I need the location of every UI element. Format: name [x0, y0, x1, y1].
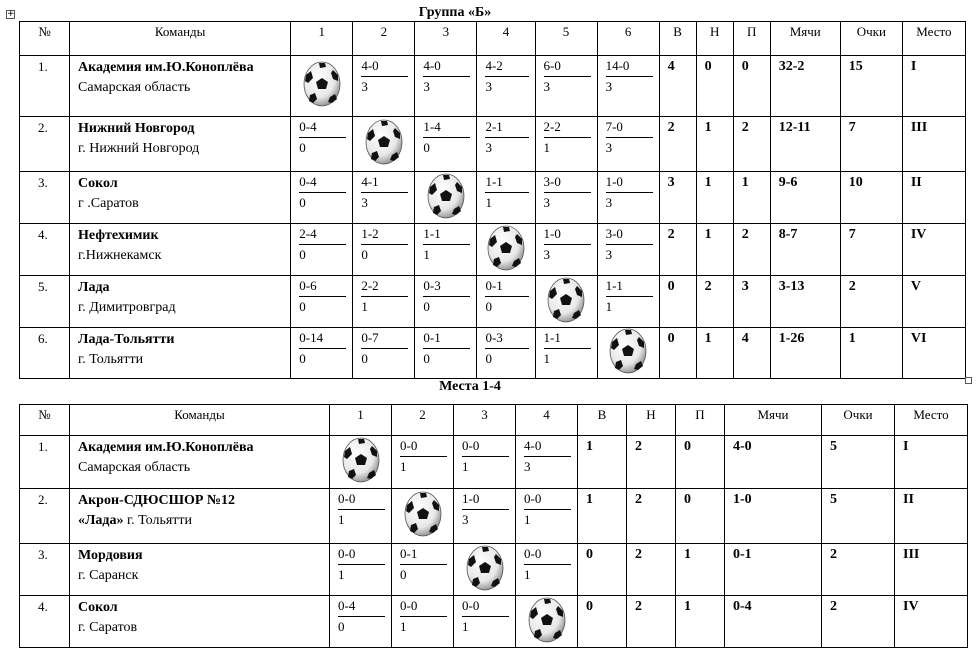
- match-result-cell: [415, 276, 477, 328]
- points-cell: 15: [840, 56, 902, 117]
- match-result-cell: [415, 56, 477, 117]
- points-cell: 1: [840, 328, 902, 379]
- match-points: 3: [423, 79, 430, 94]
- goals-cell: 4-0: [725, 436, 822, 489]
- column-header: П: [676, 405, 725, 436]
- draws-cell: 1: [696, 224, 733, 276]
- match-score: 2-1: [485, 119, 528, 138]
- draws-cell: 2: [627, 489, 676, 544]
- column-header: 4: [477, 22, 535, 56]
- points-cell: 5: [822, 489, 895, 544]
- match-result-cell: [353, 328, 415, 379]
- match-points: 0: [361, 247, 368, 262]
- match-score: 0-4: [299, 174, 346, 193]
- wins-cell: 0: [659, 328, 696, 379]
- match-score: 6-0: [544, 58, 591, 77]
- losses-cell: 2: [733, 117, 770, 172]
- place-cell: IV: [902, 224, 965, 276]
- match-score: 0-1: [423, 330, 470, 349]
- table-row: [20, 56, 966, 117]
- team-name: Сокол: [78, 600, 118, 615]
- team-cell: [70, 596, 330, 648]
- match-score: 1-1: [606, 278, 653, 297]
- match-score: 1-1: [485, 174, 528, 193]
- match-result-cell: [454, 596, 516, 648]
- place-cell: II: [902, 172, 965, 224]
- team-name: Лада: [78, 280, 110, 295]
- match-score: 0-4: [299, 119, 346, 138]
- place-cell: III: [895, 544, 968, 596]
- match-result-cell: [477, 276, 535, 328]
- match-result-cell: [330, 489, 392, 544]
- match-points: 0: [485, 299, 492, 314]
- match-score: 4-0: [361, 58, 408, 77]
- match-points: 1: [605, 299, 613, 314]
- wins-cell: 0: [578, 596, 627, 648]
- column-header: В: [578, 405, 627, 436]
- team-city: г. Саратов: [78, 620, 138, 635]
- match-points: 0: [400, 567, 407, 582]
- place-cell: II: [895, 489, 968, 544]
- table-row: [20, 328, 966, 379]
- match-score: 0-0: [400, 598, 447, 617]
- match-points: 1: [462, 459, 469, 474]
- match-score: 14-0: [606, 58, 653, 77]
- match-result-cell: [535, 56, 597, 117]
- goals-cell: 1-0: [725, 489, 822, 544]
- column-header: 2: [392, 405, 454, 436]
- wins-cell: 3: [659, 172, 696, 224]
- match-result-cell: [291, 172, 353, 224]
- match-score: 3-0: [606, 226, 653, 245]
- draws-cell: 2: [627, 544, 676, 596]
- match-points: 1: [400, 619, 407, 634]
- self-match-cell: [477, 224, 535, 276]
- match-result-cell: [353, 276, 415, 328]
- column-header: П: [733, 22, 770, 56]
- match-points: 0: [299, 351, 306, 366]
- self-match-cell: [415, 172, 477, 224]
- match-points: 1: [462, 619, 469, 634]
- soccer-ball-icon: [426, 207, 466, 222]
- match-result-cell: [477, 117, 535, 172]
- match-result-cell: [597, 224, 659, 276]
- match-score: 3-0: [544, 174, 591, 193]
- column-header: Мячи: [725, 405, 822, 436]
- match-result-cell: [597, 56, 659, 117]
- match-score: 0-3: [485, 330, 528, 349]
- losses-cell: 0: [733, 56, 770, 117]
- wins-cell: 0: [659, 276, 696, 328]
- wins-cell: 1: [578, 489, 627, 544]
- team-name: Нижний Новгород: [78, 121, 195, 136]
- team-city: г. Тольятти: [78, 352, 144, 367]
- draws-cell: 2: [627, 436, 676, 489]
- points-cell: 10: [840, 172, 902, 224]
- match-result-cell: [353, 56, 415, 117]
- column-header: 2: [353, 22, 415, 56]
- table-row: [20, 436, 968, 489]
- self-match-cell: [535, 276, 597, 328]
- points-cell: 5: [822, 436, 895, 489]
- match-result-cell: [392, 596, 454, 648]
- match-score: 0-0: [462, 598, 509, 617]
- row-number: 5.: [20, 276, 70, 328]
- match-score: 4-1: [361, 174, 408, 193]
- goals-cell: 0-1: [725, 544, 822, 596]
- team-city: г. Димитровград: [78, 300, 176, 315]
- column-header: 3: [415, 22, 477, 56]
- match-points: 0: [338, 619, 345, 634]
- losses-cell: 0: [676, 436, 725, 489]
- team-cell: [70, 489, 330, 544]
- draws-cell: 2: [627, 596, 676, 648]
- match-score: 2-4: [299, 226, 346, 245]
- match-result-cell: [353, 224, 415, 276]
- group-b-title: Группа «Б»: [418, 5, 492, 20]
- wins-cell: 1: [578, 436, 627, 489]
- place-cell: VI: [902, 328, 965, 379]
- team-city: г. Тольятти: [127, 513, 193, 528]
- goals-cell: 9-6: [770, 172, 840, 224]
- match-result-cell: [477, 172, 535, 224]
- team-cell: [70, 436, 330, 489]
- table-row: [20, 489, 968, 544]
- match-result-cell: [597, 276, 659, 328]
- row-number: 6.: [20, 328, 70, 379]
- goals-cell: 3-13: [770, 276, 840, 328]
- match-points: 1: [524, 512, 531, 527]
- losses-cell: 2: [733, 224, 770, 276]
- column-header: №: [20, 22, 70, 56]
- match-result-cell: [291, 224, 353, 276]
- match-result-cell: [291, 276, 353, 328]
- match-score: 0-0: [338, 546, 385, 565]
- column-header: В: [659, 22, 696, 56]
- team-name: Сокол: [78, 176, 118, 191]
- match-score: 0-6: [299, 278, 346, 297]
- match-points: 1: [423, 247, 430, 262]
- match-result-cell: [415, 224, 477, 276]
- column-header: Мячи: [770, 22, 840, 56]
- match-score: 0-7: [361, 330, 408, 349]
- match-result-cell: [477, 56, 535, 117]
- column-header: 1: [330, 405, 392, 436]
- wins-cell: 2: [659, 117, 696, 172]
- table-row: [20, 172, 966, 224]
- goals-cell: 8-7: [770, 224, 840, 276]
- match-points: 3: [361, 195, 368, 210]
- team-name: Академия им.Ю.Коноплёва: [78, 60, 254, 75]
- match-points: 3: [485, 140, 492, 155]
- soccer-ball-icon: [527, 631, 567, 646]
- match-result-cell: [535, 224, 597, 276]
- match-score: 1-0: [544, 226, 591, 245]
- places-1-4-table: [19, 404, 968, 648]
- match-score: 1-0: [606, 174, 653, 193]
- team-name: Академия им.Ю.Коноплёва: [78, 440, 254, 455]
- column-header: №: [20, 405, 70, 436]
- team-cell: [70, 328, 291, 379]
- match-score: 0-1: [485, 278, 528, 297]
- losses-cell: 3: [733, 276, 770, 328]
- self-match-cell: [353, 117, 415, 172]
- match-score: 4-2: [485, 58, 528, 77]
- goals-cell: 0-4: [725, 596, 822, 648]
- row-number: 4.: [20, 596, 70, 648]
- losses-cell: 1: [676, 596, 725, 648]
- match-score: 0-0: [524, 546, 571, 565]
- soccer-ball-icon: [608, 362, 648, 377]
- match-result-cell: [392, 544, 454, 596]
- goals-cell: 32-2: [770, 56, 840, 117]
- match-result-cell: [535, 117, 597, 172]
- column-header: Очки: [822, 405, 895, 436]
- match-score: 0-0: [462, 438, 509, 457]
- match-result-cell: [415, 328, 477, 379]
- team-cell: [70, 117, 291, 172]
- match-points: 3: [462, 512, 469, 527]
- column-header: Место: [895, 405, 968, 436]
- match-result-cell: [535, 328, 597, 379]
- match-score: 4-0: [524, 438, 571, 457]
- team-city: Самарская область: [78, 80, 191, 95]
- column-header: 6: [597, 22, 659, 56]
- match-points: 1: [524, 567, 531, 582]
- team-cell: [70, 544, 330, 596]
- match-points: 0: [423, 299, 430, 314]
- place-cell: V: [902, 276, 965, 328]
- place-cell: I: [895, 436, 968, 489]
- match-result-cell: [291, 328, 353, 379]
- match-points: 3: [605, 195, 613, 210]
- match-points: 3: [605, 140, 613, 155]
- match-points: 1: [338, 567, 345, 582]
- match-points: 0: [423, 351, 430, 366]
- goals-cell: 12-11: [770, 117, 840, 172]
- soccer-ball-icon: [364, 153, 404, 168]
- soccer-ball-icon: [341, 471, 381, 486]
- match-result-cell: [516, 489, 578, 544]
- points-cell: 2: [822, 544, 895, 596]
- match-score: 0-4: [338, 598, 385, 617]
- match-result-cell: [392, 436, 454, 489]
- table-row: [20, 596, 968, 648]
- match-points: 0: [299, 247, 306, 262]
- table-row: [20, 276, 966, 328]
- goals-cell: 1-26: [770, 328, 840, 379]
- match-score: 0-3: [423, 278, 470, 297]
- team-city: г.Нижнекамск: [78, 248, 162, 263]
- losses-cell: 0: [676, 489, 725, 544]
- places-1-4-title: Места 1-4: [439, 379, 501, 394]
- match-result-cell: [516, 544, 578, 596]
- soccer-ball-icon: [546, 311, 586, 326]
- match-points: 3: [543, 247, 550, 262]
- match-result-cell: [291, 117, 353, 172]
- match-result-cell: [454, 436, 516, 489]
- table-resize-handle[interactable]: [965, 377, 972, 384]
- match-points: 1: [361, 299, 368, 314]
- losses-cell: 4: [733, 328, 770, 379]
- match-result-cell: [597, 172, 659, 224]
- team-name-continued: «Лада»: [78, 513, 124, 528]
- match-points: 3: [543, 79, 550, 94]
- match-points: 3: [524, 459, 531, 474]
- group-b-table: [19, 21, 966, 379]
- match-result-cell: [415, 117, 477, 172]
- place-cell: IV: [895, 596, 968, 648]
- team-name: Нефтехимик: [78, 228, 159, 243]
- match-result-cell: [477, 328, 535, 379]
- match-score: 2-2: [361, 278, 408, 297]
- match-result-cell: [454, 489, 516, 544]
- match-points: 1: [400, 459, 407, 474]
- match-result-cell: [597, 117, 659, 172]
- table-row: [20, 224, 966, 276]
- team-name: Акрон-СДЮСШОР №12: [78, 493, 235, 508]
- column-header: Очки: [840, 22, 902, 56]
- team-city: г. Саранск: [78, 568, 139, 583]
- team-name: Мордовия: [78, 548, 143, 563]
- table-row: [20, 117, 966, 172]
- match-points: 1: [543, 351, 550, 366]
- row-number: 1.: [20, 436, 70, 489]
- draws-cell: 0: [696, 56, 733, 117]
- points-cell: 2: [840, 276, 902, 328]
- row-number: 1.: [20, 56, 70, 117]
- match-score: 7-0: [606, 119, 653, 138]
- match-points: 1: [485, 195, 492, 210]
- match-points: 1: [338, 512, 345, 527]
- match-result-cell: [330, 596, 392, 648]
- row-number: 3.: [20, 544, 70, 596]
- points-cell: 7: [840, 117, 902, 172]
- match-points: 0: [361, 351, 368, 366]
- match-score: 1-4: [423, 119, 470, 138]
- column-header: Команды: [70, 405, 330, 436]
- match-points: 1: [543, 140, 550, 155]
- soccer-ball-icon: [465, 579, 505, 594]
- column-header: 3: [454, 405, 516, 436]
- row-number: 2.: [20, 117, 70, 172]
- match-points: 0: [423, 140, 430, 155]
- place-cell: I: [902, 56, 965, 117]
- match-score: 0-0: [400, 438, 447, 457]
- self-match-cell: [454, 544, 516, 596]
- match-score: 4-0: [423, 58, 470, 77]
- match-points: 3: [361, 79, 368, 94]
- self-match-cell: [392, 489, 454, 544]
- column-header: Н: [627, 405, 676, 436]
- place-cell: III: [902, 117, 965, 172]
- match-points: 3: [543, 195, 550, 210]
- match-points: 0: [485, 351, 492, 366]
- team-city: г. Нижний Новгород: [78, 141, 200, 156]
- match-score: 1-0: [462, 491, 509, 510]
- row-number: 2.: [20, 489, 70, 544]
- match-score: 0-14: [299, 330, 346, 349]
- points-cell: 7: [840, 224, 902, 276]
- match-points: 3: [605, 79, 613, 94]
- match-points: 0: [299, 195, 306, 210]
- column-header: 5: [535, 22, 597, 56]
- team-cell: [70, 56, 291, 117]
- draws-cell: 1: [696, 117, 733, 172]
- match-points: 0: [299, 140, 306, 155]
- soccer-ball-icon: [486, 259, 526, 274]
- table-move-handle-icon[interactable]: +: [7, 9, 15, 19]
- row-number: 3.: [20, 172, 70, 224]
- self-match-cell: [597, 328, 659, 379]
- match-score: 1-2: [361, 226, 408, 245]
- losses-cell: 1: [733, 172, 770, 224]
- losses-cell: 1: [676, 544, 725, 596]
- match-score: 0-0: [338, 491, 385, 510]
- table-row: [20, 544, 968, 596]
- row-number: 4.: [20, 224, 70, 276]
- column-header: Место: [902, 22, 965, 56]
- match-points: 0: [299, 299, 306, 314]
- self-match-cell: [330, 436, 392, 489]
- wins-cell: 4: [659, 56, 696, 117]
- self-match-cell: [516, 596, 578, 648]
- soccer-ball-icon: [302, 95, 342, 110]
- match-points: 3: [485, 79, 492, 94]
- team-cell: [70, 276, 291, 328]
- column-header: 1: [291, 22, 353, 56]
- team-name: Лада-Тольятти: [78, 332, 175, 347]
- match-result-cell: [330, 544, 392, 596]
- match-score: 1-1: [423, 226, 470, 245]
- match-score: 0-0: [524, 491, 571, 510]
- column-header: Н: [696, 22, 733, 56]
- match-result-cell: [353, 172, 415, 224]
- column-header: 4: [516, 405, 578, 436]
- points-cell: 2: [822, 596, 895, 648]
- team-city: Самарская область: [78, 460, 191, 475]
- column-header: Команды: [70, 22, 291, 56]
- draws-cell: 2: [696, 276, 733, 328]
- match-points: 3: [605, 247, 613, 262]
- match-score: 1-1: [544, 330, 591, 349]
- match-score: 2-2: [544, 119, 591, 138]
- match-score: 0-1: [400, 546, 447, 565]
- self-match-cell: [291, 56, 353, 117]
- match-result-cell: [535, 172, 597, 224]
- wins-cell: 2: [659, 224, 696, 276]
- team-cell: [70, 172, 291, 224]
- draws-cell: 1: [696, 328, 733, 379]
- wins-cell: 0: [578, 544, 627, 596]
- soccer-ball-icon: [403, 525, 443, 540]
- team-city: г .Саратов: [78, 196, 139, 211]
- match-result-cell: [516, 436, 578, 489]
- draws-cell: 1: [696, 172, 733, 224]
- team-cell: [70, 224, 291, 276]
